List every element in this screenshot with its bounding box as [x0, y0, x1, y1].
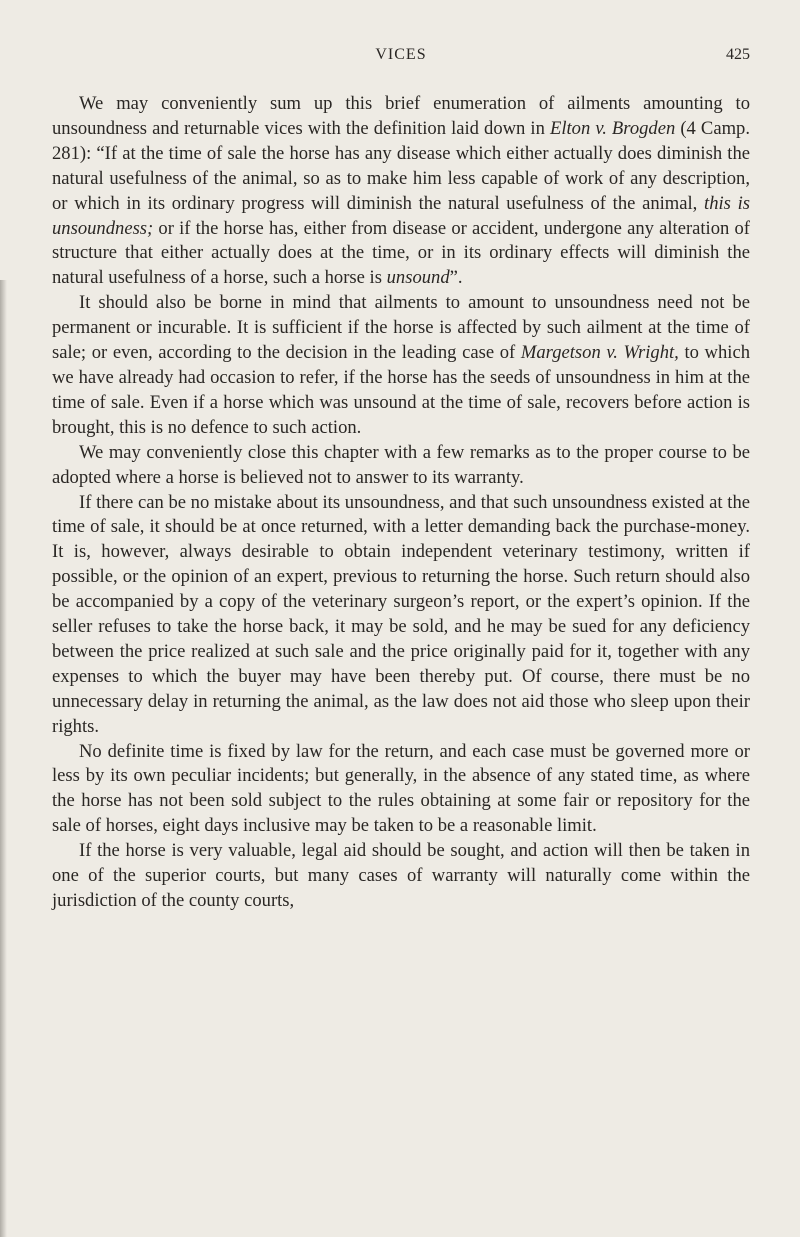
text-segment: No definite time is fixed by law for the return, and each case must be governed more or less by its own peculiar incidents; but generally, in the absence of any stated time, as where the horse has not been sold subject to the rules obtaining at some fair or repository for the sale of horses, eight days inclusive may be taken to be a reasonable limit. — [52, 740, 750, 837]
paragraph — [52, 441, 750, 491]
italic-text: Elton v. Brogden — [549, 117, 676, 139]
page-header — [52, 46, 750, 68]
italic-text: unsound — [386, 267, 450, 289]
text-segment: ”. — [449, 267, 463, 289]
running-head: VICES — [375, 46, 427, 63]
text-segment: We may conveniently sum up this brief enumeration of ailments amounting to unsoundness and returnable vices with the definition laid down in — [52, 93, 750, 139]
paragraph — [52, 92, 750, 291]
text-segment: If there can be no mistake about its unsoundness, and that such unsoundness existed at the time of sale, it should be at once returned, with a letter demanding back the purchase-money. It is, however, always desirable to obtain independent veterinary testimony, written if possible, or the opinion of an expert, previous to returning the horse. Such return should also be accompanied by a copy of the veterinary surgeon’s report, or the expert’s opinion. If the seller refuses to take the horse back, it may be sold, and he may be sued for any deficiency between the price realized at such sale and the price originally paid for it, together with any expenses to which the buyer may have been thereby put. Of course, there must be no unnecessary delay in returning the animal, as the law does not aid those who sleep upon their rights. — [52, 491, 750, 737]
page-number: 425 — [726, 46, 750, 63]
text-segment: If the horse is very valuable, legal aid should be sought, and action will then be taken in one of the superior courts, but many cases of warranty will naturally come within the jurisdiction of the county courts, — [52, 840, 750, 911]
paragraph — [52, 740, 750, 840]
text-segment: or if the horse has, either from disease or accident, undergone any alteration of structure that either actually does at the time, or in its ordinary effects will diminish the natural usefulness of a horse, such a horse is — [52, 217, 750, 289]
text-segment: It should also be borne in mind that ailments to amount to unsoundness need not be permanent or incurable. It is sufficient if the horse is affected by such ailment at the time of sale; or even, according to the decision in the leading case of — [52, 292, 750, 364]
body-text — [52, 92, 750, 914]
italic-text: this is unsoundness; — [52, 192, 750, 239]
text-segment: to which we have already had occasion to refer, if the horse has the seeds of unsoundness in him at the time of sale. Even if a horse which was unsound at the time of sale, recovers before action is brought, this is no defence to such action. — [52, 342, 750, 438]
binding-shadow — [0, 280, 7, 1237]
paragraph — [52, 291, 750, 440]
italic-text: Margetson v. Wright, — [520, 342, 679, 364]
text-segment: We may conveniently close this chapter with a few remarks as to the proper course to be adopted where a horse is believed not to answer to its warranty. — [52, 441, 750, 488]
paragraph — [52, 491, 750, 740]
paragraph — [52, 839, 750, 914]
text-segment: (4 Camp. 281): “If at the time of sale the horse has any disease which either actually does diminish the natural usefulness of the animal, so as to make him less capable of work of any description, or which in its ordinary progress will diminish the natural usefulness of the animal, — [52, 117, 750, 214]
